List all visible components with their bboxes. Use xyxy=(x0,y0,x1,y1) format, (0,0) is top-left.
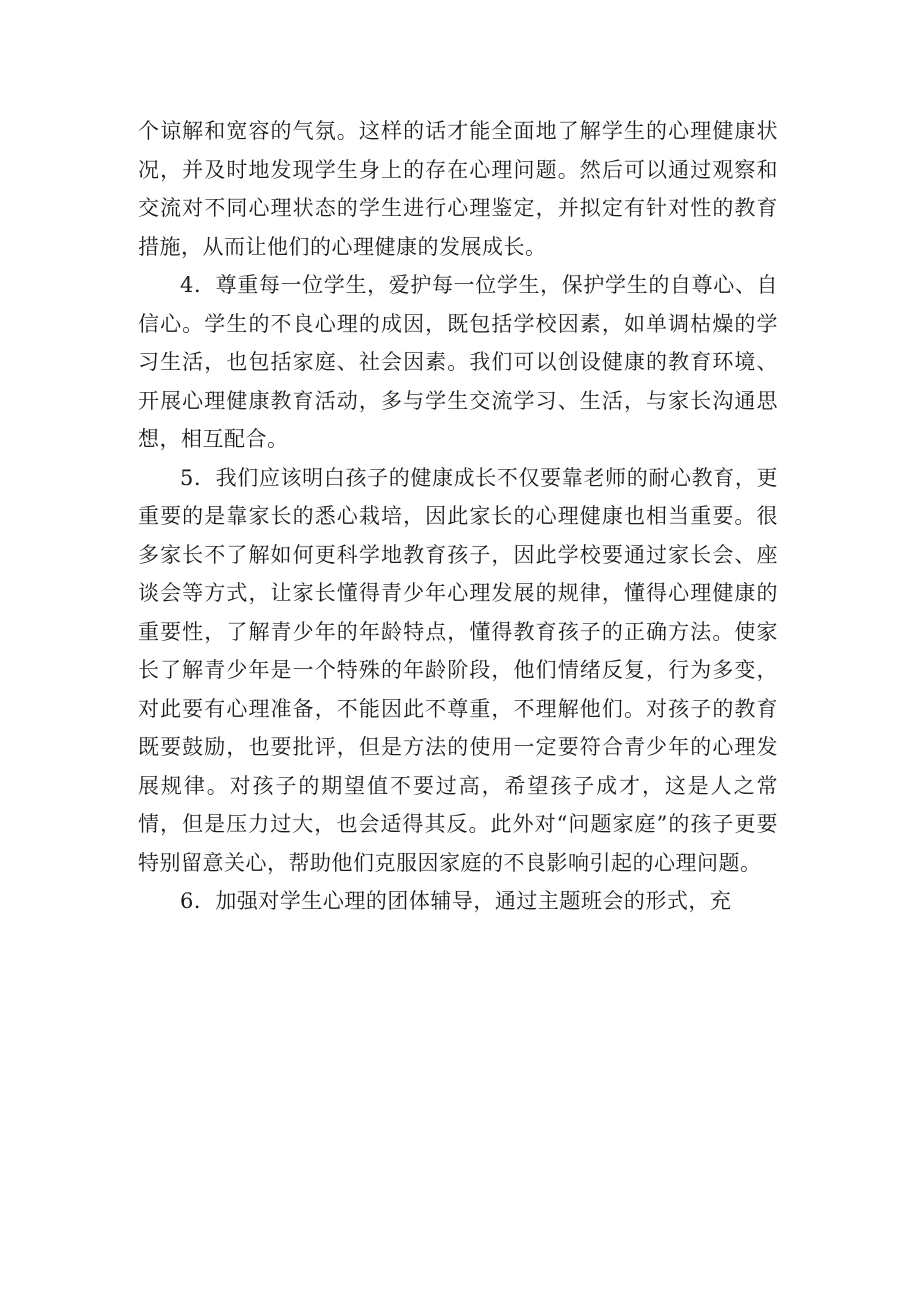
paragraph-item-4: 4．尊重每一位学生，爱护每一位学生，保护学生的自尊心、自信心。学生的不良心理的成因，既包括学校因素，如单调枯燥的学习生活，也包括家庭、社会因素。我们可以创设健康的教育环境、开展心理健康教育活动，多与学生交流学习、生活，与家长沟通思想，相互配合。 xyxy=(138,273,778,451)
paragraph-continuation: 个谅解和宽容的气氛。这样的话才能全面地了解学生的心理健康状况，并及时地发现学生身上的存在心理问题。然后可以通过观察和交流对不同心理状态的学生进行心理鉴定，并拟定有针对性的教育措施，从而让他们的心理健康的发展成长。 xyxy=(138,119,778,259)
paragraph-item-5: 5．我们应该明白孩子的健康成长不仅要靠老师的耐心教育，更重要的是靠家长的悉心栽培，因此家长的心理健康也相当重要。很多家长不了解如何更科学地教育孩子，因此学校要通过家长会、座谈会等方式，让家长懂得青少年心理发展的规律，懂得心理健康的重要性，了解青少年的年龄特点，懂得教育孩子的正确方法。使家长了解青少年是一个特殊的年龄阶段，他们情绪反复，行为多变，对此要有心理准备，不能因此不尊重，不理解他们。对孩子的教育既要鼓励，也要批评，但是方法的使用一定要符合青少年的心理发展规律。对孩子的期望值不要过高，希望孩子成才，这是人之常情，但是压力过大，也会适得其反。此外对“问题家庭”的孩子更要特别留意关心，帮助他们克服因家庭的不良影响引起的心理问题。 xyxy=(138,465,778,875)
paragraph-item-6: 6．加强对学生心理的团体辅导，通过主题班会的形式，充 xyxy=(180,889,732,913)
document-body xyxy=(138,112,778,921)
